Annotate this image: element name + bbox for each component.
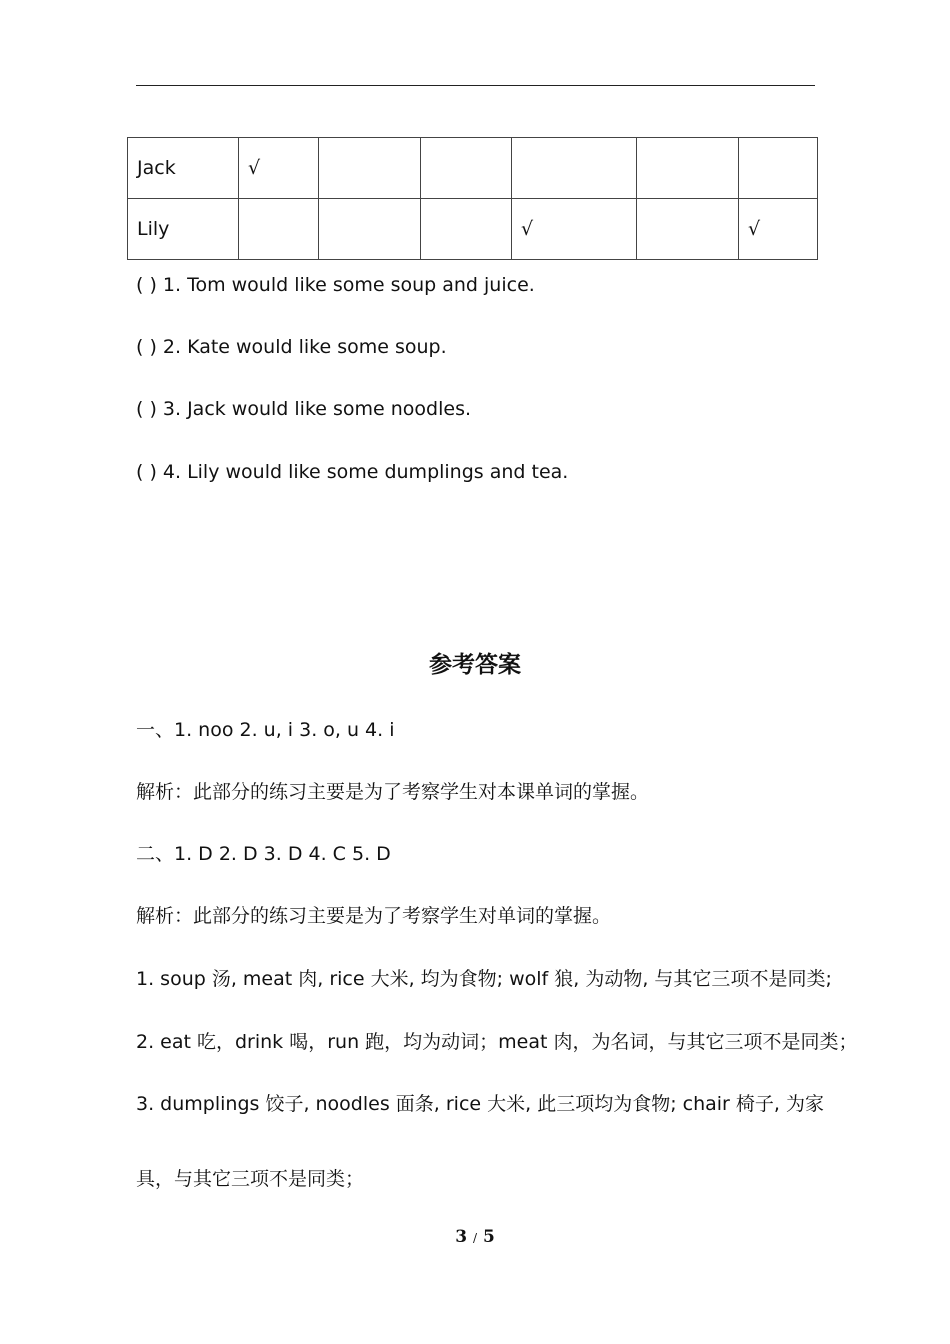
page-current: 3 — [455, 1227, 468, 1247]
statement-2: ( ) 2. Kate would like some soup. — [136, 336, 447, 358]
answer-part1-note: 解析：此部分的练习主要是为了考察学生对本课单词的掌握。 — [136, 781, 650, 803]
header-rule — [136, 85, 815, 86]
table-cell-name: Jack — [128, 138, 239, 199]
table-cell — [319, 199, 421, 260]
table-cell — [239, 199, 319, 260]
statement-4: ( ) 4. Lily would like some dumplings and tea. — [136, 461, 569, 483]
table-cell — [319, 138, 421, 199]
table-cell-name: Lily — [128, 199, 239, 260]
table-cell — [739, 138, 818, 199]
table-row — [128, 199, 818, 260]
explanation-3-line2: 具，与其它三项不是同类； — [136, 1168, 365, 1190]
table-row — [128, 138, 818, 199]
explanation-2: 2. eat 吃，drink 喝，run 跑，均为动词；meat 肉，为名词，与其它三项不是同类； — [136, 1031, 858, 1053]
page-total: 5 — [482, 1227, 495, 1247]
answer-grid-table — [127, 137, 818, 260]
table-cell: √ — [239, 138, 319, 199]
table-cell — [637, 199, 739, 260]
answer-part2-note: 解析：此部分的练习主要是为了考察学生对单词的掌握。 — [136, 905, 612, 927]
table-cell: √ — [739, 199, 818, 260]
answer-part2: 二、1. D 2. D 3. D 4. C 5. D — [136, 843, 391, 865]
statement-3: ( ) 3. Jack would like some noodles. — [136, 398, 472, 420]
answer-key-title: 参考答案 — [429, 652, 521, 678]
answer-part1: 一、1. noo 2. u, i 3. o, u 4. i — [136, 719, 395, 741]
page-separator: / — [472, 1231, 478, 1245]
table-cell: √ — [512, 199, 637, 260]
explanation-3-line1: 3. dumplings 饺子, noodles 面条, rice 大米, 此三项均为食物; chair 椅子, 为家 — [136, 1093, 824, 1115]
page-number — [0, 1227, 950, 1247]
explanation-1: 1. soup 汤, meat 肉, rice 大米, 均为食物; wolf 狼, 为动物, 与其它三项不是同类; — [136, 968, 832, 990]
table-cell — [512, 138, 637, 199]
table-cell — [421, 199, 512, 260]
table-cell — [421, 138, 512, 199]
table-cell — [637, 138, 739, 199]
statement-1: ( ) 1. Tom would like some soup and juice. — [136, 274, 535, 296]
